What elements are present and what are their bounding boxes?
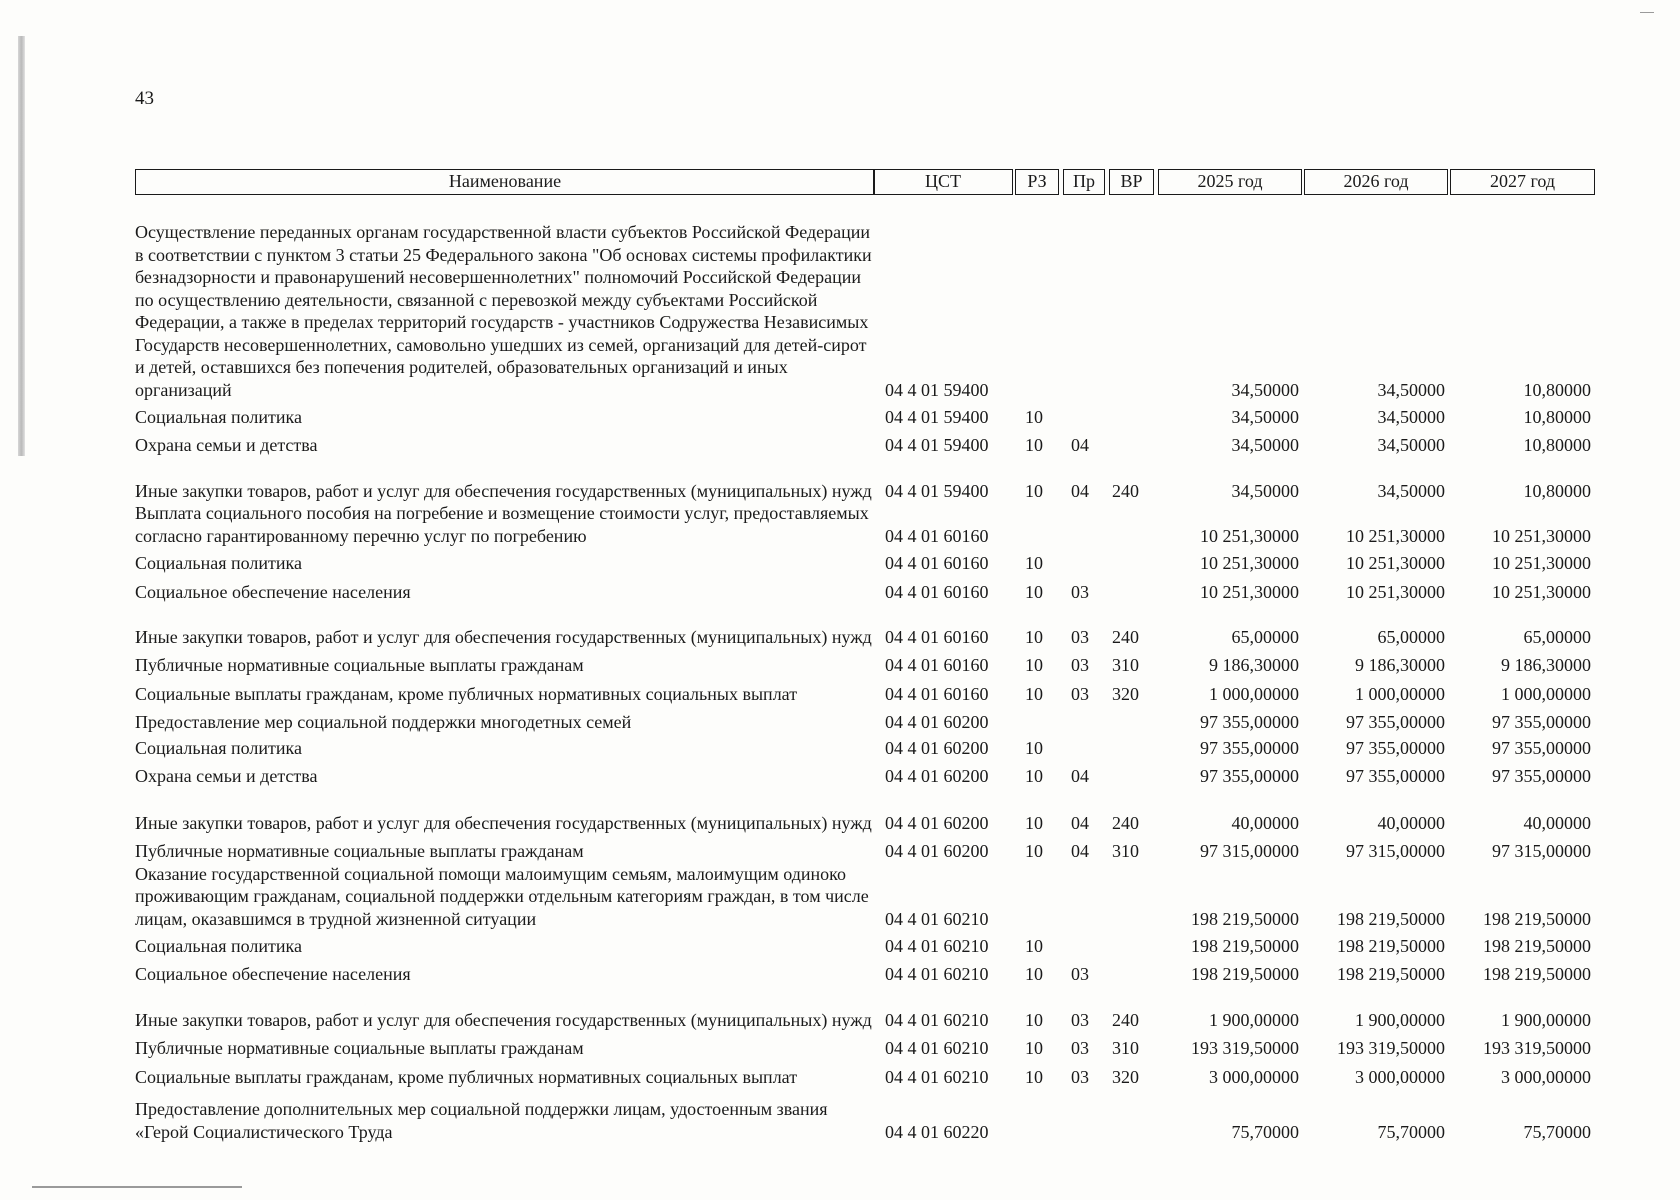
cell-y2025: 10 251,30000	[1200, 552, 1299, 573]
cell-y2027: 193 319,50000	[1483, 1037, 1591, 1058]
cell-vr: 240	[1112, 1009, 1139, 1030]
cell-cst: 04 4 01 60160	[885, 525, 989, 546]
page-number: 43	[135, 88, 154, 109]
cell-y2026: 97 355,00000	[1346, 765, 1445, 786]
cell-rz: 10	[1025, 552, 1043, 573]
cell-pr: 03	[1071, 1009, 1089, 1030]
header-2026: 2026 год	[1304, 169, 1448, 195]
cell-y2025: 10 251,30000	[1200, 581, 1299, 602]
cell-name: Иные закупки товаров, работ и услуг для обеспечения государственных (муниципальных) нужд	[135, 480, 872, 501]
cell-y2025: 1 900,00000	[1209, 1009, 1299, 1030]
cell-y2025: 75,70000	[1231, 1121, 1299, 1142]
cell-cst: 04 4 01 60160	[885, 552, 989, 573]
cell-cst: 04 4 01 60160	[885, 581, 989, 602]
cell-y2026: 34,50000	[1377, 379, 1445, 400]
cell-y2025: 1 000,00000	[1209, 683, 1299, 704]
cell-y2027: 10 251,30000	[1492, 581, 1591, 602]
cell-y2026: 65,00000	[1377, 626, 1445, 647]
cell-y2025: 97 315,00000	[1200, 840, 1299, 861]
cell-cst: 04 4 01 60200	[885, 812, 989, 833]
cell-y2027: 9 186,30000	[1501, 654, 1591, 675]
cell-cst: 04 4 01 60210	[885, 935, 989, 956]
cell-name: Охрана семьи и детства	[135, 434, 318, 455]
cell-rz: 10	[1025, 406, 1043, 427]
cell-y2025: 198 219,50000	[1191, 963, 1299, 984]
cell-y2027: 10,80000	[1523, 379, 1591, 400]
scan-edge-mark	[18, 36, 25, 456]
cell-rz: 10	[1025, 840, 1043, 861]
cell-vr: 320	[1112, 1066, 1139, 1087]
cell-y2025: 97 355,00000	[1200, 765, 1299, 786]
cell-name: Социальное обеспечение населения	[135, 581, 411, 602]
scan-mark-top	[1640, 12, 1654, 13]
cell-rz: 10	[1025, 480, 1043, 501]
cell-name: Социальные выплаты гражданам, кроме публичных нормативных социальных выплат	[135, 1066, 798, 1087]
cell-y2025: 34,50000	[1231, 406, 1299, 427]
cell-name: Иные закупки товаров, работ и услуг для обеспечения государственных (муниципальных) нужд	[135, 626, 872, 647]
cell-y2026: 97 355,00000	[1346, 737, 1445, 758]
cell-y2026: 97 315,00000	[1346, 840, 1445, 861]
cell-y2025: 97 355,00000	[1200, 711, 1299, 732]
cell-y2027: 1 900,00000	[1501, 1009, 1591, 1030]
cell-y2026: 193 319,50000	[1337, 1037, 1445, 1058]
cell-rz: 10	[1025, 434, 1043, 455]
cell-y2025: 10 251,30000	[1200, 525, 1299, 546]
cell-pr: 03	[1071, 1037, 1089, 1058]
cell-cst: 04 4 01 60200	[885, 765, 989, 786]
cell-name: Предоставление дополнительных мер социальной поддержки лицам, удостоенным звания «Герой Социалистического Труда	[135, 1099, 828, 1142]
cell-name: Социальная политика	[135, 935, 302, 956]
cell-y2025: 34,50000	[1231, 434, 1299, 455]
cell-y2025: 65,00000	[1231, 626, 1299, 647]
cell-pr: 03	[1071, 963, 1089, 984]
cell-rz: 10	[1025, 812, 1043, 833]
cell-name: Публичные нормативные социальные выплаты гражданам	[135, 840, 584, 861]
cell-name: Иные закупки товаров, работ и услуг для обеспечения государственных (муниципальных) нужд	[135, 812, 872, 833]
cell-cst: 04 4 01 60220	[885, 1121, 989, 1142]
cell-y2026: 40,00000	[1377, 812, 1445, 833]
cell-y2027: 198 219,50000	[1483, 963, 1591, 984]
header-name: Наименование	[135, 169, 875, 195]
cell-y2025: 198 219,50000	[1191, 908, 1299, 929]
cell-vr: 240	[1112, 626, 1139, 647]
cell-y2027: 10,80000	[1523, 406, 1591, 427]
cell-rz: 10	[1025, 654, 1043, 675]
cell-vr: 310	[1112, 840, 1139, 861]
cell-y2025: 9 186,30000	[1209, 654, 1299, 675]
cell-y2025: 97 355,00000	[1200, 737, 1299, 758]
cell-cst: 04 4 01 60160	[885, 683, 989, 704]
cell-vr: 310	[1112, 654, 1139, 675]
cell-y2027: 10 251,30000	[1492, 525, 1591, 546]
cell-y2027: 97 355,00000	[1492, 737, 1591, 758]
cell-pr: 04	[1071, 840, 1089, 861]
cell-pr: 04	[1071, 434, 1089, 455]
cell-y2027: 198 219,50000	[1483, 908, 1591, 929]
cell-cst: 04 4 01 59400	[885, 434, 989, 455]
cell-y2026: 34,50000	[1377, 406, 1445, 427]
cell-y2027: 97 355,00000	[1492, 711, 1591, 732]
cell-y2027: 75,70000	[1523, 1121, 1591, 1142]
header-2025: 2025 год	[1158, 169, 1302, 195]
cell-cst: 04 4 01 59400	[885, 406, 989, 427]
cell-cst: 04 4 01 60200	[885, 711, 989, 732]
header-rz: РЗ	[1015, 169, 1059, 195]
cell-cst: 04 4 01 60210	[885, 1066, 989, 1087]
cell-y2027: 65,00000	[1523, 626, 1591, 647]
cell-name: Социальная политика	[135, 737, 302, 758]
cell-rz: 10	[1025, 683, 1043, 704]
cell-vr: 320	[1112, 683, 1139, 704]
cell-cst: 04 4 01 60160	[885, 654, 989, 675]
cell-cst: 04 4 01 59400	[885, 379, 989, 400]
cell-y2026: 10 251,30000	[1346, 525, 1445, 546]
header-pr: Пр	[1063, 169, 1105, 195]
cell-cst: 04 4 01 60200	[885, 840, 989, 861]
cell-y2025: 34,50000	[1231, 480, 1299, 501]
cell-y2027: 1 000,00000	[1501, 683, 1591, 704]
cell-y2027: 97 315,00000	[1492, 840, 1591, 861]
cell-pr: 03	[1071, 626, 1089, 647]
cell-pr: 03	[1071, 654, 1089, 675]
scan-mark-bottom	[32, 1186, 242, 1188]
cell-y2026: 34,50000	[1377, 434, 1445, 455]
cell-y2027: 10 251,30000	[1492, 552, 1591, 573]
header-cst: ЦСТ	[873, 169, 1013, 195]
cell-rz: 10	[1025, 1009, 1043, 1030]
cell-cst: 04 4 01 60200	[885, 737, 989, 758]
cell-pr: 03	[1071, 683, 1089, 704]
cell-y2025: 193 319,50000	[1191, 1037, 1299, 1058]
cell-y2026: 10 251,30000	[1346, 581, 1445, 602]
cell-name: Выплата социального пособия на погребение и возмещение стоимости услуг, предоставляемых согласно гарантированному перечню услуг по погребению	[135, 503, 869, 546]
cell-cst: 04 4 01 60160	[885, 626, 989, 647]
cell-pr: 03	[1071, 1066, 1089, 1087]
cell-rz: 10	[1025, 1066, 1043, 1087]
cell-y2027: 40,00000	[1523, 812, 1591, 833]
cell-name: Социальные выплаты гражданам, кроме публичных нормативных социальных выплат	[135, 683, 798, 704]
cell-y2027: 10,80000	[1523, 480, 1591, 501]
cell-cst: 04 4 01 60210	[885, 908, 989, 929]
cell-y2027: 97 355,00000	[1492, 765, 1591, 786]
cell-cst: 04 4 01 60210	[885, 1009, 989, 1030]
cell-name: Публичные нормативные социальные выплаты гражданам	[135, 1037, 584, 1058]
cell-y2026: 1 900,00000	[1355, 1009, 1445, 1030]
cell-rz: 10	[1025, 737, 1043, 758]
cell-cst: 04 4 01 59400	[885, 480, 989, 501]
cell-vr: 310	[1112, 1037, 1139, 1058]
cell-cst: 04 4 01 60210	[885, 963, 989, 984]
cell-y2026: 9 186,30000	[1355, 654, 1445, 675]
cell-pr: 04	[1071, 765, 1089, 786]
cell-vr: 240	[1112, 480, 1139, 501]
cell-y2026: 97 355,00000	[1346, 711, 1445, 732]
cell-y2025: 40,00000	[1231, 812, 1299, 833]
cell-y2026: 10 251,30000	[1346, 552, 1445, 573]
header-2027: 2027 год	[1450, 169, 1595, 195]
cell-rz: 10	[1025, 963, 1043, 984]
cell-name: Социальное обеспечение населения	[135, 963, 411, 984]
cell-pr: 03	[1071, 581, 1089, 602]
cell-y2026: 198 219,50000	[1337, 963, 1445, 984]
cell-y2025: 198 219,50000	[1191, 935, 1299, 956]
cell-name: Социальная политика	[135, 552, 302, 573]
cell-y2026: 3 000,00000	[1355, 1066, 1445, 1087]
cell-name: Иные закупки товаров, работ и услуг для обеспечения государственных (муниципальных) нужд	[135, 1009, 872, 1030]
cell-y2026: 34,50000	[1377, 480, 1445, 501]
cell-rz: 10	[1025, 1037, 1043, 1058]
cell-y2026: 198 219,50000	[1337, 908, 1445, 929]
cell-name: Осуществление переданных органам государственной власти субъектов Российской Федерации в соответствии с пунктом 3 статьи 25 Федерального закона "Об основах системы профилактики безнадзорности и правонарушений несовершеннолетних" полномочий Российской Федерации по осуществлению деятельности, связанной с перевозкой между субъектами Российской Федерации, а также в пределах территорий государств - участников Содружества Независимых Государств несовершеннолетних, самовольно ушедших из семей, организаций для детей-сирот и детей, оставшихся без попечения родителей, образовательных организаций и иных организаций	[135, 222, 872, 400]
cell-name: Социальная политика	[135, 406, 302, 427]
header-vr: ВР	[1109, 169, 1154, 195]
cell-rz: 10	[1025, 765, 1043, 786]
cell-name: Оказание государственной социальной помощи малоимущим семьям, малоимущим одиноко проживающим гражданам, социальной поддержки отдельным категориям граждан, в том числе лицам, оказавшимся в трудной жизненной ситуации	[135, 863, 869, 929]
cell-y2025: 34,50000	[1231, 379, 1299, 400]
cell-y2027: 198 219,50000	[1483, 935, 1591, 956]
cell-y2025: 3 000,00000	[1209, 1066, 1299, 1087]
cell-y2026: 198 219,50000	[1337, 935, 1445, 956]
cell-pr: 04	[1071, 480, 1089, 501]
cell-cst: 04 4 01 60210	[885, 1037, 989, 1058]
cell-name: Охрана семьи и детства	[135, 765, 318, 786]
cell-rz: 10	[1025, 626, 1043, 647]
cell-vr: 240	[1112, 812, 1139, 833]
cell-y2026: 1 000,00000	[1355, 683, 1445, 704]
cell-y2026: 75,70000	[1377, 1121, 1445, 1142]
cell-y2027: 10,80000	[1523, 434, 1591, 455]
cell-rz: 10	[1025, 935, 1043, 956]
cell-name: Предоставление мер социальной поддержки многодетных семей	[135, 711, 632, 732]
cell-rz: 10	[1025, 581, 1043, 602]
cell-pr: 04	[1071, 812, 1089, 833]
cell-name: Публичные нормативные социальные выплаты гражданам	[135, 654, 584, 675]
cell-y2027: 3 000,00000	[1501, 1066, 1591, 1087]
